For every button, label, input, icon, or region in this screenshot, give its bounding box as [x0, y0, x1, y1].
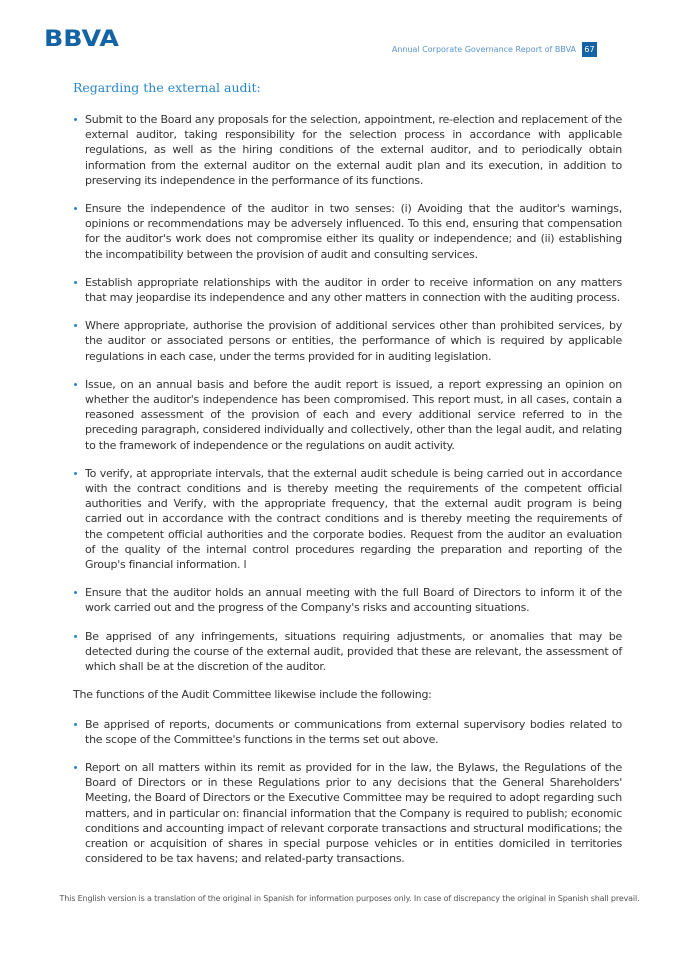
list-item: Be apprised of any infringements, situations requiring adjustments, or anomalies that may be detected during the course of the external audit, provided that these are relevant, the assessment of which shall be at the discretion of the auditor. [73, 629, 622, 675]
bullet-icon [74, 118, 77, 121]
bullet-icon [74, 324, 77, 327]
body-content [73, 112, 622, 879]
logo-text: BBVA [44, 27, 119, 49]
bullet-icon [74, 635, 77, 638]
footer-disclaimer: This English version is a translation of the original in Spanish for information purposes only. In case of discrepancy the original in Spanish shall prevail. [59, 894, 640, 903]
list-item: Submit to the Board any proposals for the selection, appointment, re-election and replacement of the external auditor, taking responsibility for the selection process in accordance with applicable regulations, as well as the hiring conditions of the external auditor, and to periodically obtain information from the external auditor on the external audit plan and its execution, in addition to preserving its independence in the performance of its functions. [73, 112, 622, 188]
list-item: To verify, at appropriate intervals, that the external audit schedule is being carried out in accordance with the contract conditions and is thereby meeting the requirements of the competent official authorities and Verify, with the appropriate frequency, that the external audit program is being carried out in accordance with the contract conditions and is thereby meeting the requirements of the competent official authorities and the corporate bodies. Request from the auditor an evaluation of the quality of the internal control procedures regarding the preparation and reporting of the Group's financial information. l [73, 466, 622, 572]
page-number: 67 [582, 42, 597, 57]
external-audit-list [73, 112, 622, 674]
list-item: Where appropriate, authorise the provision of additional services other than prohibited services, by the auditor or associated persons or entities, the performance of which is required by applicable regulations in each case, under the terms provided for in auditing legislation. [73, 318, 622, 364]
bullet-icon [74, 766, 77, 769]
header-title: Annual Corporate Governance Report of BBVA [391, 45, 576, 54]
list-item: Report on all matters within its remit as provided for in the law, the Bylaws, the Regulations of the Board of Directors or in these Regulations prior to any decisions that the General Shareholders' Meeting, the Board of Directors or the Executive Committee may be required to adopt regarding such matters, and in particular on: financial information that the Company is required to publish; economic conditions and accounting impact of relevant corporate transactions and structural modifications; the creation or acquisition of shares in special purpose vehicles or in entities domiciled in territories considered to be tax havens; and related-party transactions. [73, 760, 622, 866]
list-item: Issue, on an annual basis and before the audit report is issued, a report expressing an opinion on whether the auditor's independence has been compromised. This report must, in all cases, contain a reasoned assessment of the provision of each and every additional service referred to in the preceding paragraph, considered individually and collectively, other than the legal audit, and relating to the framework of independence or the regulations on audit activity. [73, 377, 622, 453]
bullet-icon [74, 472, 77, 475]
list-item: Ensure the independence of the auditor in two senses: (i) Avoiding that the auditor's warnings, opinions or recommendations may be adversely influenced. To this end, ensuring that compensation for the auditor's work does not compromise either its quality or independence; and (ii) establishing the incompatibility between the provision of audit and consulting services. [73, 201, 622, 262]
other-functions-list [73, 717, 622, 867]
list-item: Establish appropriate relationships with the auditor in order to receive information on any matters that may jeopardise its independence and any other matters in connection with the auditing process. [73, 275, 622, 305]
intro-paragraph: The functions of the Audit Committee likewise include the following: [73, 688, 432, 702]
bullet-icon [74, 207, 77, 210]
bullet-icon [74, 281, 77, 284]
bbva-logo [44, 27, 120, 49]
section-heading: Regarding the external audit: [73, 80, 261, 95]
bullet-icon [74, 591, 77, 594]
bullet-icon [74, 383, 77, 386]
list-item: Ensure that the auditor holds an annual meeting with the full Board of Directors to inform it of the work carried out and the progress of the Company's risks and accounting situations. [73, 585, 622, 615]
list-item: Be apprised of reports, documents or communications from external supervisory bodies related to the scope of the Committee's functions in the terms set out above. [73, 717, 622, 747]
bullet-icon [74, 723, 77, 726]
